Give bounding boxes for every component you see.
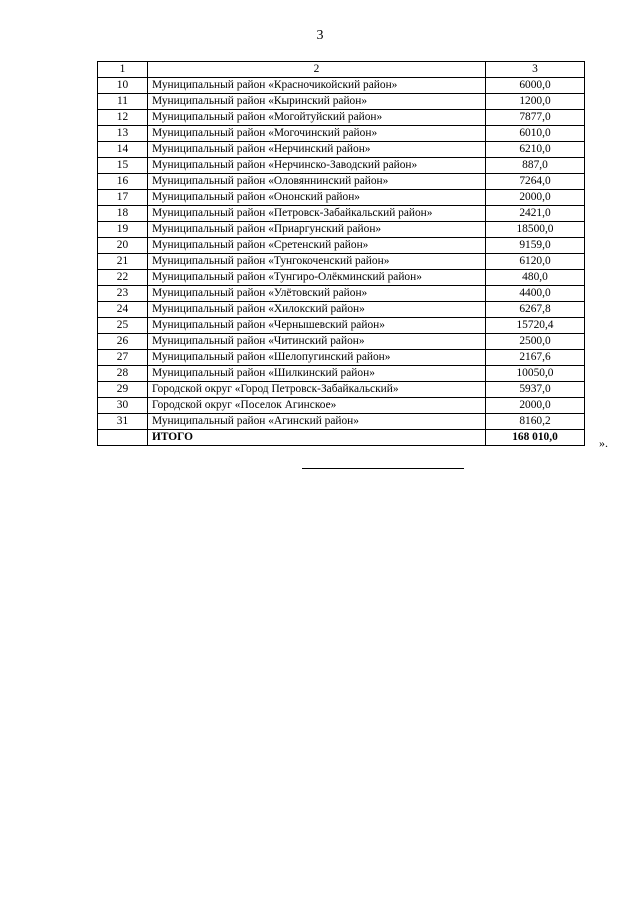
table-row <box>98 158 585 174</box>
row-value: 2000,0 <box>486 190 585 206</box>
table-row <box>98 110 585 126</box>
table-row <box>98 382 585 398</box>
header-col-number: 1 <box>98 62 148 78</box>
row-name: Муниципальный район «Тунгиро-Олёкминский район» <box>148 270 486 286</box>
row-name: Муниципальный район «Приаргунский район» <box>148 222 486 238</box>
row-number: 28 <box>98 366 148 382</box>
row-name: Муниципальный район «Агинский район» <box>148 414 486 430</box>
row-value: 8160,2 <box>486 414 585 430</box>
table-row <box>98 222 585 238</box>
row-name: Муниципальный район «Шилкинский район» <box>148 366 486 382</box>
row-number: 20 <box>98 238 148 254</box>
row-number: 31 <box>98 414 148 430</box>
total-value: 168 010,0 <box>486 430 585 446</box>
row-value: 2421,0 <box>486 206 585 222</box>
table-row <box>98 190 585 206</box>
row-value: 2500,0 <box>486 334 585 350</box>
row-number: 26 <box>98 334 148 350</box>
row-number: 27 <box>98 350 148 366</box>
table-row <box>98 286 585 302</box>
row-name: Муниципальный район «Оловяннинский район» <box>148 174 486 190</box>
table-row <box>98 174 585 190</box>
row-number: 10 <box>98 78 148 94</box>
row-name: Муниципальный район «Нерчинско-Заводский район» <box>148 158 486 174</box>
row-value: 10050,0 <box>486 366 585 382</box>
table-row <box>98 318 585 334</box>
row-number: 15 <box>98 158 148 174</box>
row-value: 18500,0 <box>486 222 585 238</box>
row-name: Муниципальный район «Читинский район» <box>148 334 486 350</box>
header-col-name: 2 <box>148 62 486 78</box>
row-value: 6120,0 <box>486 254 585 270</box>
table-row <box>98 142 585 158</box>
row-name: Муниципальный район «Петровск-Забайкальский район» <box>148 206 486 222</box>
row-number: 11 <box>98 94 148 110</box>
header-col-value: 3 <box>486 62 585 78</box>
row-number: 19 <box>98 222 148 238</box>
row-name: Муниципальный район «Улётовский район» <box>148 286 486 302</box>
row-value: 7264,0 <box>486 174 585 190</box>
end-divider-line <box>302 468 464 469</box>
row-number: 17 <box>98 190 148 206</box>
row-value: 1200,0 <box>486 94 585 110</box>
allocation-table <box>97 61 585 446</box>
row-value: 9159,0 <box>486 238 585 254</box>
row-number: 23 <box>98 286 148 302</box>
row-number: 25 <box>98 318 148 334</box>
total-label: ИТОГО <box>148 430 486 446</box>
table-row <box>98 78 585 94</box>
table-row <box>98 302 585 318</box>
table-row <box>98 270 585 286</box>
row-name: Муниципальный район «Хилокский район» <box>148 302 486 318</box>
row-value: 5937,0 <box>486 382 585 398</box>
table-row <box>98 206 585 222</box>
table-row <box>98 126 585 142</box>
row-name: Муниципальный район «Могочинский район» <box>148 126 486 142</box>
row-number: 16 <box>98 174 148 190</box>
row-value: 15720,4 <box>486 318 585 334</box>
table-row <box>98 238 585 254</box>
row-name: Муниципальный район «Сретенский район» <box>148 238 486 254</box>
row-number: 22 <box>98 270 148 286</box>
row-name: Городской округ «Город Петровск-Забайкальский» <box>148 382 486 398</box>
row-value: 480,0 <box>486 270 585 286</box>
row-value: 6210,0 <box>486 142 585 158</box>
row-name: Муниципальный район «Кыринский район» <box>148 94 486 110</box>
total-row <box>98 430 585 446</box>
row-number: 14 <box>98 142 148 158</box>
row-value: 7877,0 <box>486 110 585 126</box>
row-name: Муниципальный район «Могойтуйский район» <box>148 110 486 126</box>
page-number: 3 <box>316 28 324 43</box>
row-name: Муниципальный район «Ононский район» <box>148 190 486 206</box>
row-value: 6000,0 <box>486 78 585 94</box>
table-row <box>98 350 585 366</box>
row-name: Муниципальный район «Шелопугинский район» <box>148 350 486 366</box>
table-header-row <box>98 62 585 78</box>
row-value: 887,0 <box>486 158 585 174</box>
row-number: 30 <box>98 398 148 414</box>
row-value: 2000,0 <box>486 398 585 414</box>
row-name: Муниципальный район «Тунгокоченский район» <box>148 254 486 270</box>
row-number: 18 <box>98 206 148 222</box>
total-number <box>98 430 148 446</box>
row-name: Муниципальный район «Красночикойский район» <box>148 78 486 94</box>
row-number: 12 <box>98 110 148 126</box>
table-row <box>98 334 585 350</box>
row-value: 2167,6 <box>486 350 585 366</box>
table-row <box>98 94 585 110</box>
table-row <box>98 414 585 430</box>
row-name: Городской округ «Поселок Агинское» <box>148 398 486 414</box>
row-value: 6267,8 <box>486 302 585 318</box>
row-value: 6010,0 <box>486 126 585 142</box>
row-value: 4400,0 <box>486 286 585 302</box>
table-row <box>98 366 585 382</box>
table-row <box>98 398 585 414</box>
row-number: 24 <box>98 302 148 318</box>
row-number: 13 <box>98 126 148 142</box>
row-number: 29 <box>98 382 148 398</box>
row-name: Муниципальный район «Чернышевский район» <box>148 318 486 334</box>
closing-quote-mark: ». <box>599 436 608 450</box>
table-row <box>98 254 585 270</box>
row-number: 21 <box>98 254 148 270</box>
row-name: Муниципальный район «Нерчинский район» <box>148 142 486 158</box>
